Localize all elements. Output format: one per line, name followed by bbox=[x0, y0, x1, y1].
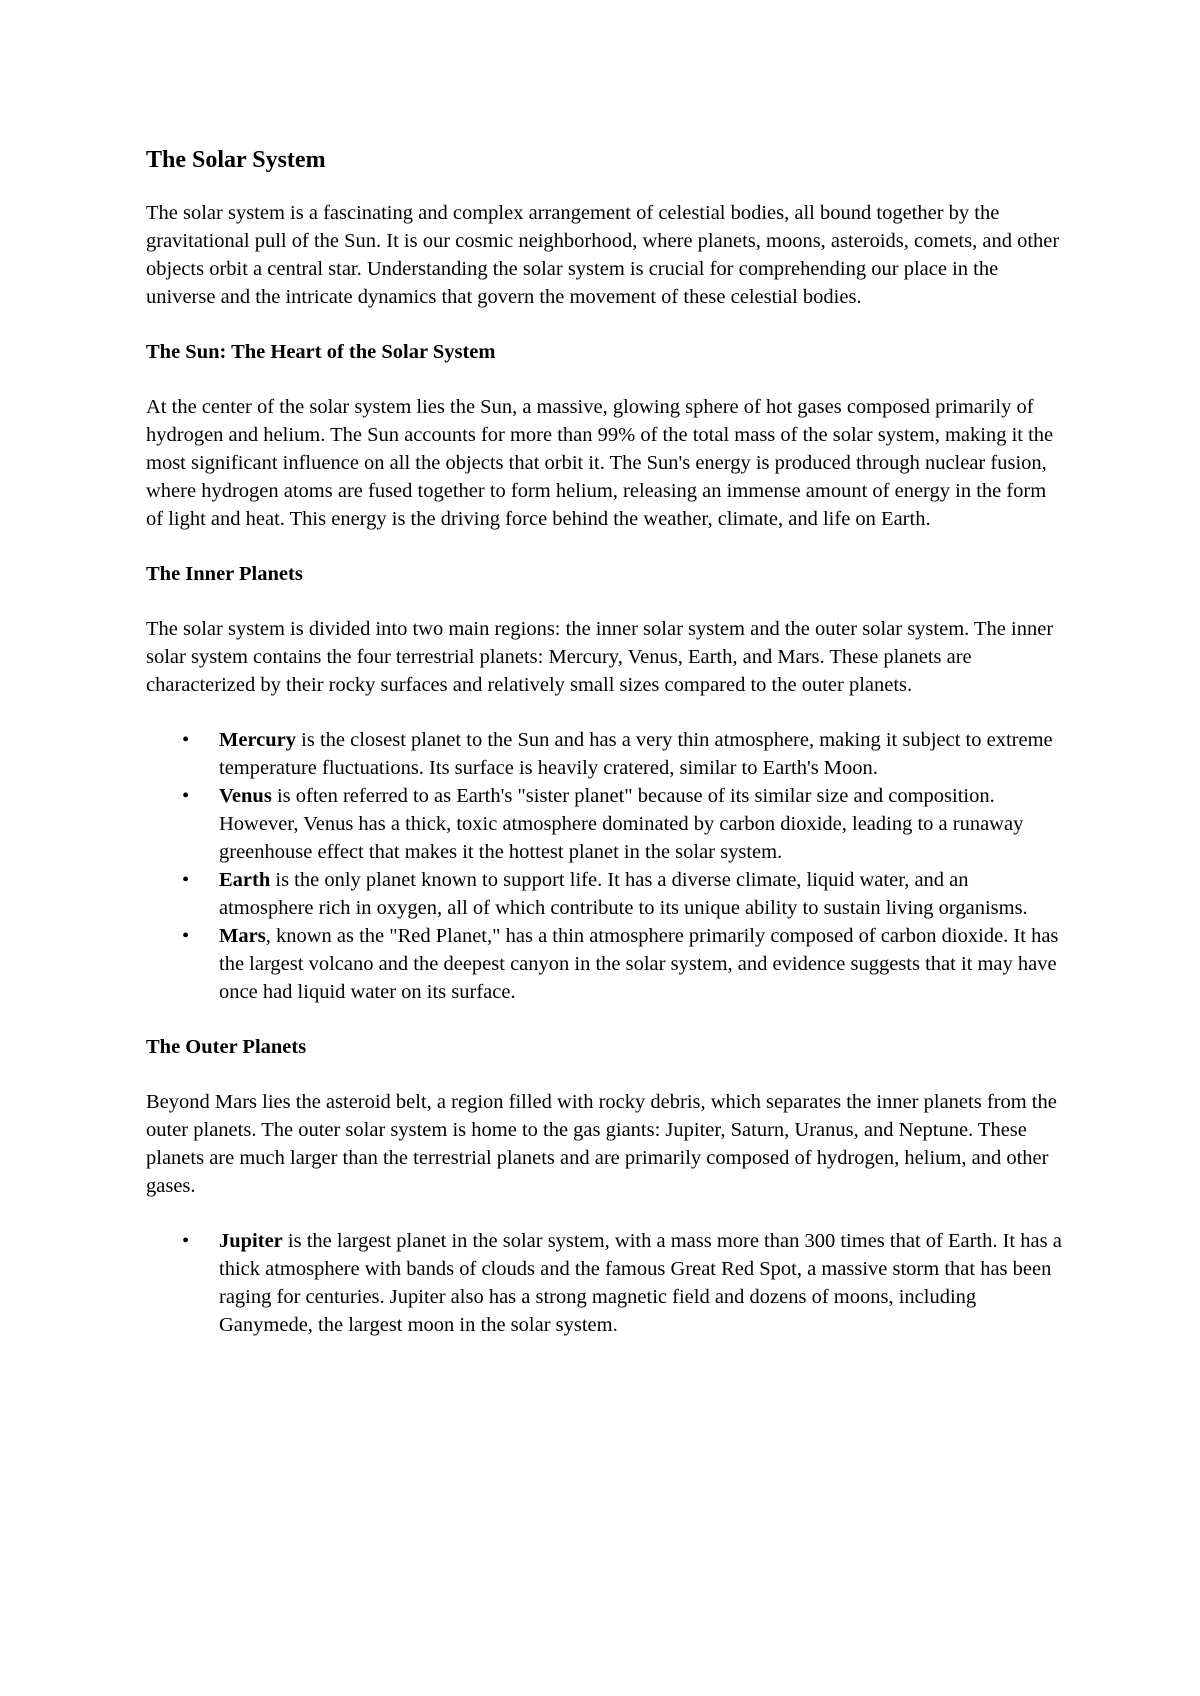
sun-heading: The Sun: The Heart of the Solar System bbox=[146, 341, 496, 363]
bullet-icon: • bbox=[182, 925, 190, 947]
inner-planets-heading: The Inner Planets bbox=[146, 563, 303, 585]
planet-name: Mercury bbox=[219, 729, 297, 751]
list-item-venus bbox=[182, 782, 1066, 866]
inner-planets-list bbox=[146, 726, 1066, 1006]
list-item-mars bbox=[182, 922, 1066, 1006]
bullet-icon: • bbox=[182, 785, 190, 807]
document-page bbox=[146, 143, 1066, 1366]
bullet-icon: • bbox=[182, 869, 190, 891]
planet-description: is often referred to as Earth's "sister planet" because of its similar size and composition. However, Venus has a thick, toxic atmosphere dominated by carbon dioxide, leading to a runaway greenhouse effect that makes it the hottest planet in the solar system. bbox=[219, 785, 1024, 863]
planet-name: Venus bbox=[219, 785, 272, 807]
outer-planets-paragraph: Beyond Mars lies the asteroid belt, a region filled with rocky debris, which separates the inner planets from the outer planets. The outer solar system is home to the gas giants: Jupiter, Saturn, Uranus, and Neptune. These planets are much larger than the terrestrial planets and are primarily composed of hydrogen, helium, and other gases. bbox=[146, 1091, 1057, 1197]
list-item-earth bbox=[182, 866, 1066, 922]
planet-description: is the closest planet to the Sun and has a very thin atmosphere, making it subject to extreme temperature fluctuations. Its surface is heavily cratered, similar to Earth's Moon. bbox=[219, 729, 1053, 779]
document-title: The Solar System bbox=[146, 147, 326, 173]
planet-name: Jupiter bbox=[219, 1230, 283, 1252]
planet-name: Earth bbox=[219, 869, 271, 891]
planet-name: Mars bbox=[219, 925, 266, 947]
outer-planets-heading: The Outer Planets bbox=[146, 1036, 307, 1058]
planet-description: is the largest planet in the solar system, with a mass more than 300 times that of Earth. It has a thick atmosphere with bands of clouds and the famous Great Red Spot, a massive storm that has been raging for centuries. Jupiter also has a strong magnetic field and dozens of moons, including Ganymede, the largest moon in the solar system. bbox=[219, 1230, 1062, 1336]
bullet-icon: • bbox=[182, 729, 190, 751]
planet-description: is the only planet known to support life. It has a diverse climate, liquid water, and an atmosphere rich in oxygen, all of which contribute to its unique ability to sustain living organisms. bbox=[219, 869, 1028, 919]
sun-paragraph: At the center of the solar system lies the Sun, a massive, glowing sphere of hot gases composed primarily of hydrogen and helium. The Sun accounts for more than 99% of the total mass of the solar system, making it the most significant influence on all the objects that orbit it. The Sun's energy is produced through nuclear fusion, where hydrogen atoms are fused together to form helium, releasing an immense amount of energy in the form of light and heat. This energy is the driving force behind the weather, climate, and life on Earth. bbox=[146, 396, 1054, 530]
intro-paragraph: The solar system is a fascinating and complex arrangement of celestial bodies, all bound together by the gravitational pull of the Sun. It is our cosmic neighborhood, where planets, moons, asteroids, comets, and other objects orbit a central star. Understanding the solar system is crucial for comprehending our place in the universe and the intricate dynamics that govern the movement of these celestial bodies. bbox=[146, 202, 1060, 308]
list-item-jupiter bbox=[182, 1227, 1066, 1339]
inner-planets-paragraph: The solar system is divided into two main regions: the inner solar system and the outer solar system. The inner solar system contains the four terrestrial planets: Mercury, Venus, Earth, and Mars. These planets are characterized by their rocky surfaces and relatively small sizes compared to the outer planets. bbox=[146, 618, 1054, 696]
list-item-mercury bbox=[182, 726, 1066, 782]
bullet-icon: • bbox=[182, 1230, 190, 1252]
outer-planets-list bbox=[146, 1227, 1066, 1339]
planet-description: , known as the "Red Planet," has a thin atmosphere primarily composed of carbon dioxide. It has the largest volcano and the deepest canyon in the solar system, and evidence suggests that it may have once had liquid water on its surface. bbox=[219, 925, 1059, 1003]
